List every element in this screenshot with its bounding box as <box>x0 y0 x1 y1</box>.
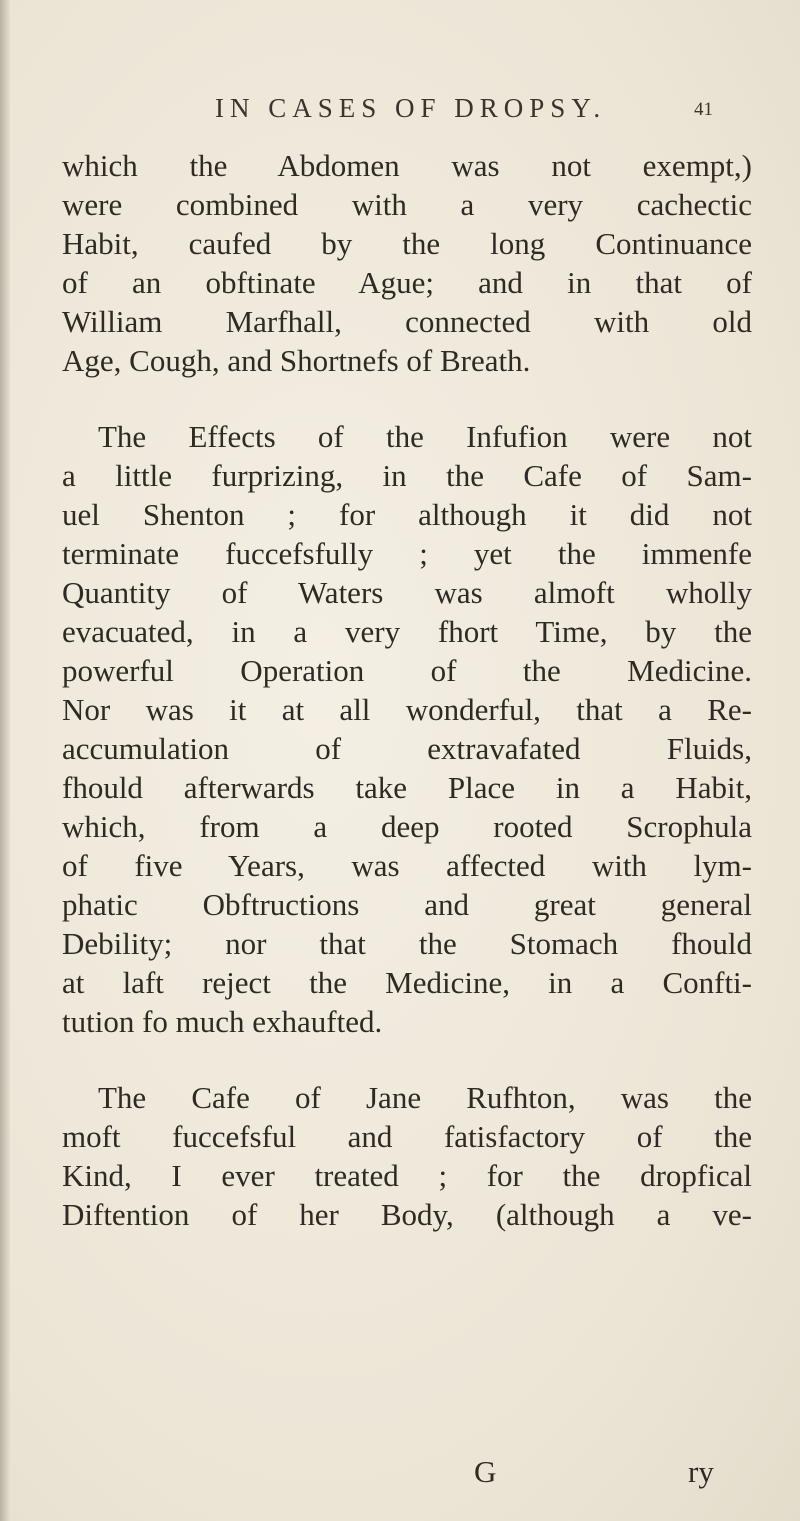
paragraph-3 <box>62 1078 752 1234</box>
page-number: 41 <box>694 99 713 120</box>
text-line: The Effects of the Infufion were not <box>98 419 752 454</box>
text-line: Habit, caufed by the long Continuance <box>62 226 752 261</box>
text-line: a little furprizing, in the Cafe of Sam- <box>62 458 752 493</box>
text-line: Quantity of Waters was almoft wholly <box>62 575 752 610</box>
text-line: which, from a deep rooted Scrophula <box>62 809 752 844</box>
text-line: tution fo much exhaufted. <box>62 1004 383 1039</box>
text-line: moft fuccefsful and fatisfactory of the <box>62 1119 752 1154</box>
catchword: ry <box>688 1454 714 1489</box>
text-line: at laft reject the Medicine, in a Confti- <box>62 965 752 1000</box>
text-line: of five Years, was affected with lym- <box>62 848 752 883</box>
text-line: of an obftinate Ague; and in that of <box>62 265 752 300</box>
text-line: uel Shenton ; for although it did not <box>62 497 752 532</box>
text-line: Kind, I ever treated ; for the dropfical <box>62 1158 752 1193</box>
text-line: phatic Obftructions and great general <box>62 887 752 922</box>
text-line: evacuated, in a very fhort Time, by the <box>62 614 752 649</box>
body-text <box>62 146 752 1234</box>
text-line: The Cafe of Jane Rufhton, was the <box>98 1080 752 1115</box>
text-line: powerful Operation of the Medicine. <box>62 653 752 688</box>
text-line: terminate fuccefsfully ; yet the immenfe <box>62 536 752 571</box>
text-line: were combined with a very cachectic <box>62 187 752 222</box>
paragraph-1 <box>62 146 752 380</box>
page-footer <box>0 1454 800 1494</box>
text-line: Debility; nor that the Stomach fhould <box>62 926 752 961</box>
page-edge <box>0 0 10 1521</box>
text-line: William Marfhall, connected with old <box>62 304 752 339</box>
text-line: fhould afterwards take Place in a Habit, <box>62 770 752 805</box>
text-line: accumulation of extravafated Fluids, <box>62 731 752 766</box>
text-line: which the Abdomen was not exempt,) <box>62 148 752 183</box>
paragraph-2 <box>62 417 752 1041</box>
running-head: IN CASES OF DROPSY. <box>215 93 607 123</box>
text-line: Diftention of her Body, (although a ve- <box>62 1197 752 1232</box>
signature-mark: G <box>474 1454 497 1489</box>
text-line: Age, Cough, and Shortnefs of Breath. <box>62 343 531 378</box>
text-line: Nor was it at all wonderful, that a Re- <box>62 692 752 727</box>
